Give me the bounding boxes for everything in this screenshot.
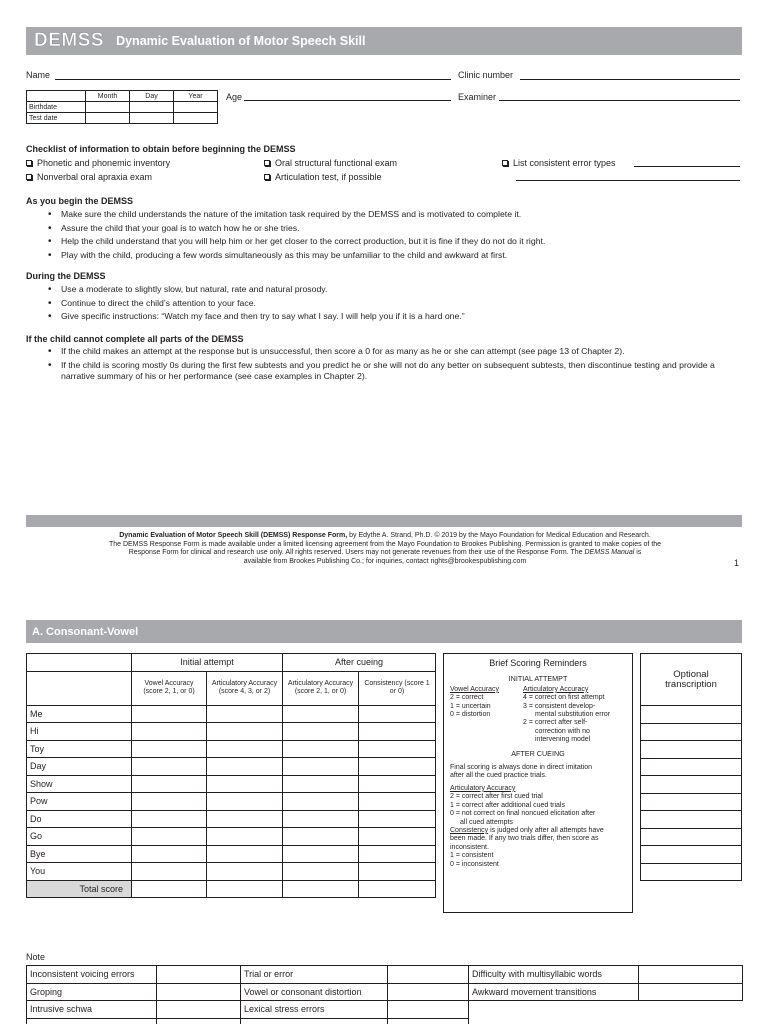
consistency-score: 1 = consistent bbox=[450, 852, 494, 860]
after-cueing-subheading: AFTER CUEING bbox=[511, 748, 565, 758]
score-cell[interactable] bbox=[283, 863, 359, 881]
dates-table bbox=[26, 90, 218, 124]
credit-line-2: The DEMSS Response Form is made available under a limited licensing agreement from the Mayo Foundation to Brookes Publishing. Permission is granted to make copies of the bbox=[108, 540, 662, 548]
score-cell[interactable] bbox=[207, 845, 283, 863]
vowel-accuracy-label: Vowel Accuracy bbox=[450, 685, 500, 693]
credit-line-3b: is bbox=[634, 549, 642, 556]
transcription-cell[interactable] bbox=[641, 776, 742, 794]
artic-score: correction with no bbox=[535, 727, 590, 735]
note-label: Vowel or consonant distortion bbox=[241, 983, 388, 1001]
artic-score: intervening model bbox=[535, 736, 591, 744]
score-cell[interactable] bbox=[359, 758, 436, 776]
artic-score: 2 = correct after self- bbox=[523, 719, 588, 727]
examiner-label: Examiner bbox=[458, 92, 497, 102]
optional-transcription-table bbox=[640, 653, 742, 881]
table-row bbox=[27, 810, 436, 828]
checkbox-icon bbox=[502, 160, 508, 166]
score-cell[interactable] bbox=[359, 740, 436, 758]
word-cell: Day bbox=[27, 758, 132, 776]
note-cell[interactable] bbox=[157, 1001, 241, 1019]
checkbox-label: Nonverbal oral apraxia exam bbox=[37, 172, 153, 182]
transcription-cell[interactable] bbox=[641, 811, 742, 829]
list-item: • Use a moderate to slightly slow, but natural, rate and natural prosody. bbox=[46, 283, 736, 297]
score-cell[interactable] bbox=[359, 828, 436, 846]
error-types-line-1[interactable] bbox=[634, 166, 740, 167]
error-types-line-2[interactable] bbox=[516, 180, 740, 181]
score-cell[interactable] bbox=[359, 810, 436, 828]
note-label: Lexical stress errors bbox=[241, 1001, 388, 1019]
name-label: Name bbox=[26, 70, 51, 80]
during-list bbox=[46, 283, 736, 324]
score-cell[interactable] bbox=[283, 845, 359, 863]
clinic-number-label: Clinic number bbox=[458, 70, 514, 80]
table-row bbox=[27, 1018, 743, 1024]
transcription-cell[interactable] bbox=[641, 741, 742, 759]
vowel-accuracy-header: Vowel Accuracy (score 2, 1, or 0) bbox=[132, 671, 207, 705]
note-cell[interactable] bbox=[639, 966, 743, 984]
transcription-cell[interactable] bbox=[641, 706, 742, 724]
score-cell[interactable] bbox=[359, 793, 436, 811]
checkbox-icon bbox=[26, 174, 32, 180]
begin-list bbox=[46, 208, 736, 262]
section-a-title: A. Consonant-Vowel bbox=[32, 625, 139, 638]
score-cell[interactable] bbox=[359, 775, 436, 793]
optional-title: Optional bbox=[673, 668, 709, 680]
total-score-label: Total score bbox=[27, 880, 132, 898]
score-cell[interactable] bbox=[359, 845, 436, 863]
score-cell[interactable] bbox=[283, 810, 359, 828]
checkbox-nonverbal[interactable] bbox=[26, 172, 152, 182]
scoring-reminders-box bbox=[443, 653, 633, 913]
total-cell[interactable] bbox=[283, 880, 359, 898]
table-row bbox=[27, 863, 436, 881]
table-row bbox=[27, 705, 436, 723]
age-label: Age bbox=[226, 92, 243, 102]
note-cell[interactable] bbox=[388, 966, 469, 984]
score-cell[interactable] bbox=[207, 775, 283, 793]
empty-cell bbox=[469, 1018, 639, 1024]
articulatory-accuracy-label: Articulatory Accuracy bbox=[523, 685, 589, 693]
table-row bbox=[27, 1001, 743, 1019]
initial-attempt-header: Initial attempt bbox=[132, 654, 283, 672]
credit-manual: DEMSS Manual bbox=[584, 549, 635, 556]
checkbox-label: List consistent error types bbox=[513, 158, 616, 168]
score-cell[interactable] bbox=[132, 793, 207, 811]
demss-logo: DEMSS bbox=[34, 30, 105, 51]
copyright-credit bbox=[40, 532, 730, 566]
empty-cell bbox=[639, 1018, 743, 1024]
score-cell[interactable] bbox=[207, 793, 283, 811]
artic-after-score: 1 = correct after additional cued trials bbox=[450, 801, 565, 809]
table-row bbox=[27, 740, 436, 758]
word-cell: Go bbox=[27, 828, 132, 846]
total-cell[interactable] bbox=[207, 880, 283, 898]
score-cell[interactable] bbox=[132, 863, 207, 881]
note-label: Groping bbox=[27, 983, 157, 1001]
total-cell[interactable] bbox=[359, 880, 436, 898]
optional-transcription-header bbox=[641, 654, 742, 706]
table-row bbox=[27, 966, 743, 984]
word-cell: Show bbox=[27, 775, 132, 793]
checkbox-articulation[interactable] bbox=[264, 172, 382, 182]
during-heading: During the DEMSS bbox=[26, 271, 106, 281]
table-row bbox=[27, 845, 436, 863]
word-cell: Pow bbox=[27, 793, 132, 811]
credit-line-3a: Response Form for clinical and research use only. All rights reserved. Users may not generate revenues from their use of the Response Form. The bbox=[128, 549, 585, 556]
empty-cell bbox=[469, 1001, 639, 1019]
initial-scores bbox=[450, 686, 626, 745]
transcription-cell[interactable] bbox=[641, 758, 742, 776]
checkbox-oral-structural[interactable] bbox=[264, 158, 397, 168]
test-day-cell[interactable] bbox=[130, 113, 174, 124]
transcription-cell[interactable] bbox=[641, 723, 742, 741]
score-cell[interactable] bbox=[207, 863, 283, 881]
word-cell: Toy bbox=[27, 740, 132, 758]
note-heading: Note bbox=[26, 952, 46, 962]
consistency-text: is judged only after all attempts have bbox=[488, 826, 604, 834]
footer-bar bbox=[26, 515, 742, 527]
articulatory-accuracy-cued-header: Articulatory Accuracy (score 2, 1, or 0) bbox=[283, 671, 359, 705]
score-cell[interactable] bbox=[283, 705, 359, 723]
month-header: Month bbox=[86, 91, 130, 102]
credit-line-1: by Edythe A. Strand, Ph.D. © 2019 by the Mayo Foundation for Medical Education and Research. bbox=[347, 532, 651, 539]
score-cell[interactable] bbox=[359, 723, 436, 741]
checkbox-phonetic[interactable] bbox=[26, 158, 170, 168]
transcription-cell[interactable] bbox=[641, 846, 742, 864]
checkbox-icon bbox=[264, 160, 270, 166]
list-item: • If the child is scoring mostly 0s during the first few subtests and you predict he or she will not do any better on subsequent subtests, then discontinue testing and provide a narrative summary of his or her performance (see case examples in Chapter 2). bbox=[46, 360, 736, 383]
list-item: • Continue to direct the child’s attention to your face. bbox=[46, 297, 736, 311]
word-cell: You bbox=[27, 863, 132, 881]
begin-heading: As you begin the DEMSS bbox=[26, 196, 134, 206]
cannot-list bbox=[46, 346, 736, 383]
total-cell[interactable] bbox=[132, 880, 207, 898]
examiner-field[interactable] bbox=[499, 100, 740, 101]
note-cell[interactable] bbox=[388, 1001, 469, 1019]
dates-corner bbox=[27, 91, 86, 102]
note-cell[interactable] bbox=[639, 983, 743, 1001]
transcription-cell[interactable] bbox=[641, 828, 742, 846]
note-cell[interactable] bbox=[388, 983, 469, 1001]
score-cell[interactable] bbox=[283, 758, 359, 776]
note-cell[interactable] bbox=[388, 1018, 469, 1024]
consistency-score: 0 = inconsistent bbox=[450, 860, 499, 868]
table-row bbox=[27, 828, 436, 846]
cannot-heading: If the child cannot complete all parts of the DEMSS bbox=[26, 334, 244, 344]
score-cell[interactable] bbox=[359, 705, 436, 723]
vowel-score: 1 = uncertain bbox=[450, 702, 491, 710]
score-cell[interactable] bbox=[132, 740, 207, 758]
table-row bbox=[27, 758, 436, 776]
articulatory-accuracy-header: Articulatory Accuracy (score 4, 3, or 2) bbox=[207, 671, 283, 705]
birth-year-cell[interactable] bbox=[174, 102, 218, 113]
name-field[interactable] bbox=[55, 79, 451, 80]
artic-after-score: 0 = not correct on final noncued elicitation after bbox=[450, 810, 596, 818]
year-header: Year bbox=[174, 91, 218, 102]
word-cell: Do bbox=[27, 810, 132, 828]
test-month-cell[interactable] bbox=[86, 113, 130, 124]
reminders-title: Brief Scoring Reminders bbox=[489, 658, 587, 668]
consistency-text: inconsistent. bbox=[450, 843, 489, 851]
list-item: • If the child makes an attempt at the response but is unsuccessful, then score a 0 for as many as he or she can attempt (see page 13 of Chapter 2). bbox=[46, 346, 736, 358]
checkbox-label: Oral structural functional exam bbox=[275, 158, 398, 168]
note-label: Intrusive schwa bbox=[27, 1001, 157, 1019]
score-cell[interactable] bbox=[359, 863, 436, 881]
score-cell[interactable] bbox=[132, 723, 207, 741]
score-cell[interactable] bbox=[132, 775, 207, 793]
consistency-text: been made. If any two trials differ, then score as bbox=[450, 835, 599, 843]
artic-after-score: 2 = correct after first cued trial bbox=[450, 793, 543, 801]
artic-score: 4 = correct on first attempt bbox=[523, 694, 605, 702]
corner-cell bbox=[27, 654, 132, 672]
checkbox-label: Phonetic and phonemic inventory bbox=[37, 158, 171, 168]
note-cell[interactable] bbox=[157, 1018, 241, 1024]
note-cell[interactable] bbox=[241, 1018, 388, 1024]
score-cell[interactable] bbox=[207, 758, 283, 776]
empty-cell bbox=[639, 1001, 743, 1019]
artic-after-score: all cued attempts bbox=[460, 818, 513, 826]
birthdate-label: Birthdate bbox=[27, 102, 86, 113]
birth-month-cell[interactable] bbox=[86, 102, 130, 113]
score-cell[interactable] bbox=[132, 810, 207, 828]
table-row bbox=[27, 775, 436, 793]
age-field[interactable] bbox=[244, 100, 451, 101]
clinic-number-field[interactable] bbox=[520, 79, 740, 80]
checkbox-icon bbox=[264, 174, 270, 180]
checkbox-icon bbox=[26, 160, 32, 166]
after-cueing-header: After cueing bbox=[283, 654, 436, 672]
initial-attempt-subheading: INITIAL ATTEMPT bbox=[508, 674, 568, 684]
score-cell[interactable] bbox=[283, 793, 359, 811]
note-label: Awkward movement transitions bbox=[469, 983, 639, 1001]
note-table bbox=[26, 965, 743, 1024]
score-cell[interactable] bbox=[207, 810, 283, 828]
list-item: • Play with the child, producing a few words simultaneously as this may be unfamiliar to the child and awkward at first. bbox=[46, 249, 736, 263]
score-cell[interactable] bbox=[283, 828, 359, 846]
consistency-label: Consistency bbox=[450, 826, 489, 834]
consistency-header: Consistency (score 1 or 0) bbox=[359, 671, 436, 705]
birth-day-cell[interactable] bbox=[130, 102, 174, 113]
checkbox-error-types[interactable] bbox=[502, 158, 616, 168]
consonant-vowel-table bbox=[26, 653, 436, 898]
table-row bbox=[27, 793, 436, 811]
total-row bbox=[27, 880, 436, 898]
credit-title: Dynamic Evaluation of Motor Speech Skill (DEMSS) Response Form, bbox=[119, 532, 348, 539]
word-cell: Me bbox=[27, 705, 132, 723]
credit-line-4: available from Brookes Publishing Co.; for inquiries, contact rights@brookespublishing.com bbox=[243, 557, 527, 565]
vowel-score: 2 = correct bbox=[450, 694, 484, 702]
table-row bbox=[27, 983, 743, 1001]
score-cell[interactable] bbox=[132, 828, 207, 846]
transcription-title: transcription bbox=[665, 678, 717, 690]
score-cell[interactable] bbox=[132, 758, 207, 776]
word-cell: Hi bbox=[27, 723, 132, 741]
note-label: Trial or error bbox=[241, 966, 388, 984]
checkbox-label: Articulation test, if possible bbox=[275, 172, 382, 182]
note-label: Difficulty with multisyllabic words bbox=[469, 966, 639, 984]
page-number: 1 bbox=[734, 558, 740, 568]
test-year-cell[interactable] bbox=[174, 113, 218, 124]
list-item: • Assure the child that your goal is to watch how he or she tries. bbox=[46, 222, 736, 236]
artic-score: mental substitution error bbox=[535, 711, 611, 719]
test-date-label: Test date bbox=[27, 113, 86, 124]
score-cell[interactable] bbox=[207, 828, 283, 846]
word-cell: Bye bbox=[27, 845, 132, 863]
note-cell[interactable] bbox=[157, 983, 241, 1001]
note-cell[interactable] bbox=[27, 1018, 157, 1024]
score-cell[interactable] bbox=[283, 775, 359, 793]
form-title: Dynamic Evaluation of Motor Speech Skill bbox=[116, 34, 366, 48]
final-note: after all the cued practice trials. bbox=[450, 772, 547, 780]
transcription-cell[interactable] bbox=[641, 863, 742, 881]
table-row bbox=[27, 723, 436, 741]
artic-after-label: Articulatory Accuracy bbox=[450, 784, 516, 792]
day-header: Day bbox=[130, 91, 174, 102]
score-cell[interactable] bbox=[132, 705, 207, 723]
note-label: Inconsistent voicing errors bbox=[27, 966, 157, 984]
score-cell[interactable] bbox=[207, 740, 283, 758]
section-a-banner bbox=[26, 620, 742, 643]
vowel-score: 0 = distortion bbox=[450, 711, 491, 719]
list-item: • Help the child understand that you will help him or her get closer to the correct production, but it is fine if they do not do it right. bbox=[46, 235, 736, 249]
word-header-cell bbox=[27, 671, 132, 705]
artic-score: 3 = consistent develop- bbox=[523, 702, 596, 710]
final-note: Final scoring is always done in direct imitation bbox=[450, 764, 593, 772]
header-banner bbox=[26, 27, 742, 55]
list-item: • Make sure the child understands the nature of the imitation task required by the DEMSS and is motivated to complete it. bbox=[46, 208, 736, 222]
list-item: • Give specific instructions: “Watch my face and then try to say what I say. I will help you if it is a hard one.” bbox=[46, 310, 736, 324]
score-cell[interactable] bbox=[132, 845, 207, 863]
score-cell[interactable] bbox=[283, 740, 359, 758]
note-cell[interactable] bbox=[157, 966, 241, 984]
transcription-cell[interactable] bbox=[641, 793, 742, 811]
checklist-heading: Checklist of information to obtain before beginning the DEMSS bbox=[26, 144, 296, 154]
score-cell[interactable] bbox=[283, 723, 359, 741]
score-cell[interactable] bbox=[207, 705, 283, 723]
score-cell[interactable] bbox=[207, 723, 283, 741]
